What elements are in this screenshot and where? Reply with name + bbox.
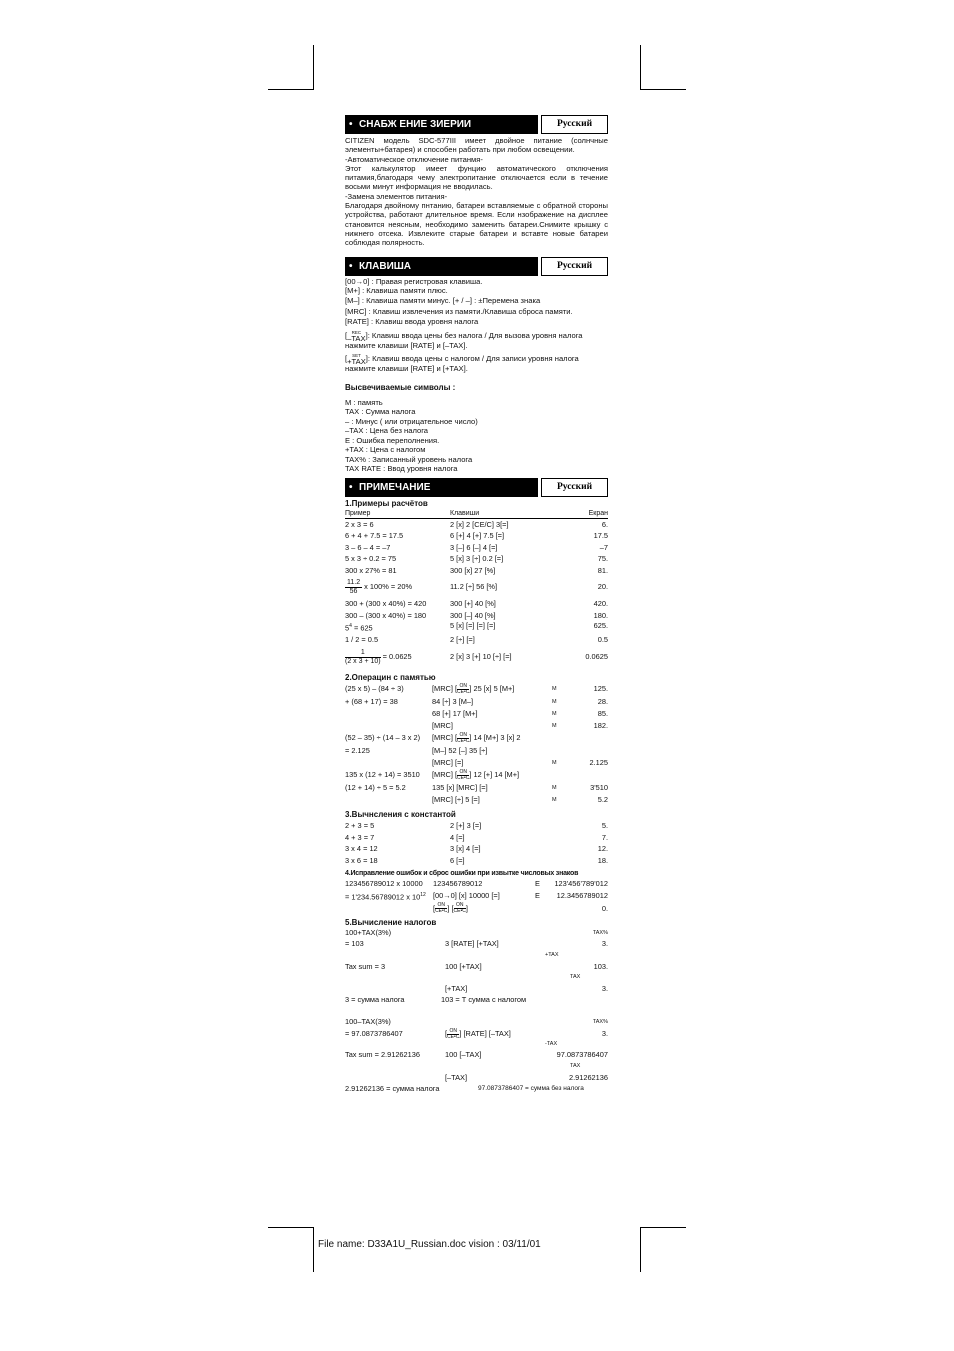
crop-mark [313,1227,314,1272]
table-row: 300 – (300 x 40%) = 180 300 [–] 40 [%] 180. [345,610,608,620]
table-row: $5^4 = 625$ 5 [x] [=] [=] [=] 625. [345,621,608,633]
table-row: 2 x 3 = 6 2 [x] 2 [CE/C] 3[=] 6. [345,519,608,529]
section-title: ПРИМЕЧАНИЕ [359,481,431,493]
table-row: 300 x 27% = 81 300 [x] 27 [%] 81. [345,565,608,575]
crop-mark [640,45,641,90]
example-table [345,519,608,577]
on-ce-key: $\frac{ON}{CE•C}$ [457,731,470,744]
table-row: 3 x 4 = 12 3 [x] 4 [=] 12. [345,844,608,854]
section-title: КЛАВИША [359,261,412,272]
table-row: 3 – 6 – 4 = –7 3 [–] 6 [–] 4 [=] –7 [345,542,608,552]
crop-mark [313,45,314,90]
manual-page [345,115,608,1094]
table-row: (12 + 14) ÷ 5 = 5.2 135 [x] [MRC] [=] M 3'510 [345,782,608,792]
language-label: Русский [541,257,608,276]
table-row: (25 x 5) – (84 ÷ 3) [MRC] [ $\frac{ON}{CE•C}$ ] 25 [x] 5 [M+] M 125. [345,682,608,695]
section-header-notes [345,478,608,497]
table-row: $\frac{1}{(2 x 3 + 10)}$ = 0.0625 2 [x] 3 [+] 10 [÷] [=] 0.0625 [345,648,608,665]
on-ce-key: $\frac{ON}{CE•C}$ [457,682,470,695]
crop-mark [268,89,314,90]
memory-table [345,683,608,806]
table-row: = 1'234.56789012 x $10^{12}$ [00→0] [x] 10000 [=] E 12.3456789012 [345,890,608,902]
crop-mark [268,1227,314,1228]
on-ce-key: $\frac{ON}{CE•C}$ [447,1027,460,1040]
language-label: Русский [541,478,608,497]
table-row: = 2.125 [M–] 52 [–] 35 [÷] [345,745,488,755]
table-row: [ $\frac{ON}{CE•C}$ ] [ $\frac{ON}{CE•C}$ ] 0. [433,902,608,915]
crop-mark [640,89,686,90]
table-row: 2 + 3 = 5 2 [+] 3 [=] 5. [345,821,608,831]
subsection-title: 2.Операцин с памятью [345,673,436,683]
table-row: 123456789012 x 10000 123456789012 E 123'456'789'012 [345,879,608,889]
table-row: + (68 + 17) = 38 84 [÷] 3 [M–] M 28. [345,696,608,706]
bullet-icon: • [349,119,353,130]
subsection-title: 5.Вычисление налогов [345,918,437,928]
bullet-icon: • [349,481,353,493]
tax-example-b: 100–TAX(3%) TAX% = 97.0873786407 [ $\frac{ON}{CE•C}$ ] [RATE] [–TAX] 3. -TAX Tax sum = 2.91262136 100 [–TAX] 97.0873786407 TAX [–TAX] 2.91262136 2.91262136 = сумма налога 97.0873786407 = сумма без налога [345,1017,608,1094]
on-ce-key: $\frac{ON}{CE•C}$ [457,768,470,781]
on-ce-key: $\frac{ON}{CE•C}$ [453,902,466,915]
table-row: 6 + 4 + 7.5 = 17.5 6 [+] 4 [+] 7.5 [=] 17.5 [345,531,608,541]
section-header-power [345,115,608,134]
table-row: 1 / 2 = 0.5 2 [÷] [=] 0.5 [345,634,608,644]
table-row: [MRC] M 182. [432,721,608,731]
table-row: [MRC] [=] M 2.125 [432,758,608,767]
language-label: Русский [541,115,608,134]
subsection-title: 4.Исправление ошибок и сброс ошибки при извытке числовых знаков [345,870,579,878]
table-row: 3 x 6 = 18 6 [=] 18. [345,855,608,865]
table-row: [MRC] [÷] 5 [=] M 5.2 [432,794,608,804]
crop-mark [640,1227,686,1228]
section-title: СНАБЖ ЕНИЕ ЗИЕРИИ [359,119,472,130]
table-row: 135 x (12 + 14) = 3510 [MRC] [ $\frac{ON}{CE•C}$ ] 12 [+] 14 [M+] [345,768,520,781]
table-row: 300 + (300 x 40%) = 420 300 [+] 40 [%] 420. [345,599,608,609]
subsection-title: 1.Примеры расчётов [345,498,428,508]
on-ce-key: $\frac{ON}{CE•C}$ [435,902,448,915]
symbols-title: Высвечиваемые символы : [345,383,456,393]
table-row: 4 + 3 = 7 4 [=] 7. [345,832,608,842]
crop-mark [640,1227,641,1272]
bullet-icon: • [349,261,353,272]
section-header-keys [345,257,608,276]
table-header: Пример Клавиши Екран [345,509,608,517]
subsection-title: 3.Вычнсления с константой [345,810,456,820]
table-row: (52 – 35) ÷ (14 – 3 x 2) [MRC] [ $\frac{ON}{CE•C}$ ] 14 [M+] 3 [x] 2 [345,731,521,744]
table-row: $\frac{11.2}{56}$ x 100% = 20% 11.2 [÷] 56 [%] 20. [347,578,608,595]
power-text: CITIZEN модель SDC-577III имеет двойное питание (солнчные элементы+батарея) и способен работать при любом освещении. -Автоматическое отключение питанмя- Этот калькулятор имеет фунцию автоматического отключения питамия,благодаря чему электропитание отключается если в течение восьми минут информация не вводилась. -Замена элементов питания- Благодаря двойному пнтанию, батареи вставляемые с обратной стороны устройства, работают длительное время. Если нзображение на дисплее становится неясным, необходимо заменить батареи.Снимите крышку с нижнего отсека. Извлеките старые батареи и вставте новые батареи соблюдая полярность. [345,136,608,248]
table-row: 68 [+] 17 [M+] M 85. [432,708,608,718]
table-row: 5 x 3 ÷ 0.2 = 75 5 [x] 3 [÷] 0.2 [=] 75. [345,554,608,564]
symbols-list: M : память TAX : Сумма налога – : Минус ( или отрицательное число) –TAX : Цена без налога E : Ошибка переполнения. +TAX : Цена с налогом TAX% : Записанный уровень налога TAX RATE : Ввод уровня налога [345,397,478,474]
keys-text: [00→0] : Правая регистровая клавиша. [M+] : Клавиша памяти плюс. [M–] : Клавиша памяти минус. [+ / –] : ±Перемена знака [MRC] : Клавиш извлечения из памяти./Клавиша сброса памяти. [RATE] : Клавиш ввода уровня налога [ REC –TAX]: Клавиш ввода цены без налога / Для вызова уровня налога нажмите клавиши [RATE] и [–TAX]. [ SET +TAX]: Клавиш ввода цены с налогом / Для записи уровня налога нажмите клавиши [RATE] и [+TAX]. Высвечиваемые символы : M : память TAX : Сумма налога – : Минус ( или отрицательное число) –TAX : Цена без налога E : Ошибка переполнения. +TAX : Цена с налогом TAX% : Записанный уровень налога TAX RATE : Ввод уровня налога [345,278,608,474]
file-footer: File name: D33A1U_Russian.doc vision : 03/11/01 [318,1239,541,1250]
constant-table [345,820,608,866]
tax-example-a: 100+TAX(3%) TAX% = 103 3 [RATE] [+TAX] 3. +TAX Tax sum = 3 100 [+TAX] 103. TAX [+TAX] 3. 3 = сумма налога 103 = Т сумма с налогом [345,928,608,1005]
